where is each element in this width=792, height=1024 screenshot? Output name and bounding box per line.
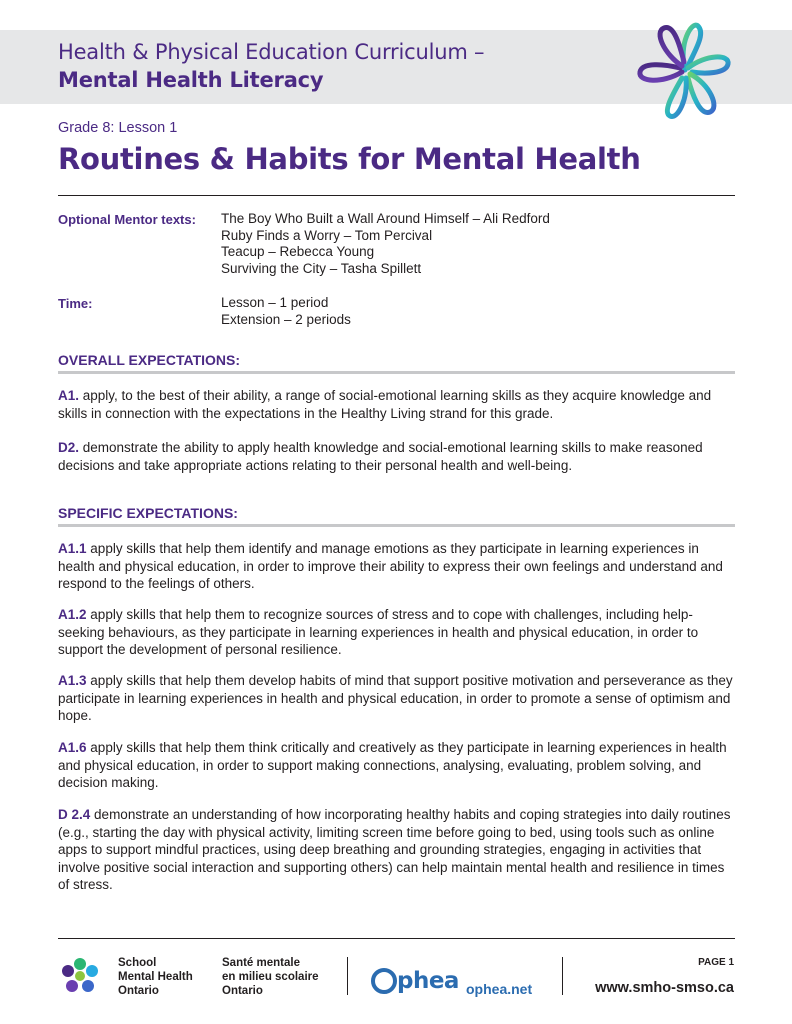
smho-en-line: Ontario (118, 985, 159, 997)
footer-divider (58, 938, 735, 939)
page-number: PAGE 1 (698, 957, 734, 968)
expectation-text: apply, to the best of their ability, a range of social-emotional learning skills as they acquire knowledge and skills in connection with the expectations in the Healthy Living strand for this grade. (58, 388, 712, 421)
footer-separator (562, 957, 563, 995)
expectation-item (58, 739, 738, 792)
time-item: Lesson – 1 period (221, 295, 329, 310)
expectation-text: apply skills that help them to recognize sources of stress and to cope with challenges, including help-seeking behaviours, as they participate in learning experiences in health and physical education, in order to support the development of personal resilience. (58, 607, 699, 658)
expectation-text: apply skills that help them identify and manage emotions as they participate in learning experiences in health and physical education, in order to improve their ability to express their own feelings and understand and respond to the feelings of others. (58, 541, 723, 592)
expectation-code: A1. (58, 388, 80, 403)
smho-flower-small-icon (58, 955, 102, 997)
expectation-item (58, 606, 738, 659)
mentor-text-item: Teacup – Rebecca Young (221, 244, 375, 259)
expectation-code: D 2.4 (58, 807, 91, 822)
time-list (221, 295, 351, 328)
smho-fr-line: en milieu scolaire (222, 971, 319, 983)
expectation-text: apply skills that help them develop habits of mind that support positive motivation and perseverance as they participate in learning experiences in health and physical education, in order to promote a sense of optimism and hope. (58, 673, 733, 724)
grade-lesson-label: Grade 8: Lesson 1 (58, 120, 178, 136)
expectation-code: A1.1 (58, 541, 87, 556)
ophea-wordmark: phea (397, 968, 459, 994)
expectation-item (58, 387, 738, 422)
expectation-item (58, 439, 738, 474)
mentor-text-item: Surviving the City – Tasha Spillett (221, 260, 422, 276)
section-divider (58, 524, 735, 527)
expectation-code: D2. (58, 440, 80, 455)
mentor-texts-label: Optional Mentor texts: (58, 212, 196, 227)
mentor-text-item: The Boy Who Built a Wall Around Himself – Ali Redford (221, 211, 550, 226)
ophea-logo (371, 964, 459, 998)
smho-french-name (222, 956, 319, 998)
section-divider (58, 371, 735, 374)
time-label: Time: (58, 296, 93, 311)
mentor-text-item: Ruby Finds a Worry – Tom Percival (221, 227, 433, 243)
smho-fr-line: Ontario (222, 985, 263, 997)
mentor-texts-list (221, 211, 550, 277)
specific-expectations-heading: SPECIFIC EXPECTATIONS: (58, 505, 238, 521)
curriculum-subtitle: Mental Health Literacy (58, 68, 324, 92)
expectation-code: A1.2 (58, 607, 87, 622)
page-title: Routines & Habits for Mental Health (58, 142, 641, 176)
smho-en-line: School (118, 957, 157, 969)
ophea-o-icon (371, 968, 397, 994)
title-divider (58, 195, 735, 196)
expectation-item (58, 672, 738, 725)
ophea-url[interactable]: ophea.net (466, 981, 533, 997)
expectation-item (58, 806, 738, 894)
website-url[interactable]: www.smho-smso.ca (595, 980, 734, 996)
time-item: Extension – 2 periods (221, 311, 351, 327)
expectation-item (58, 540, 738, 593)
expectation-text: apply skills that help them think critically and creatively as they participate in learning experiences in health and physical education, in order to support making connections, analysing, evaluating, problem solving, and decision making. (58, 740, 727, 791)
overall-expectations-heading: OVERALL EXPECTATIONS: (58, 352, 241, 368)
expectation-code: A1.6 (58, 740, 87, 755)
expectation-text: demonstrate the ability to apply health knowledge and social-emotional learning skills to make reasoned decisions and take appropriate actions relating to their personal health and well-being. (58, 440, 703, 473)
footer-separator (347, 957, 348, 995)
smho-fr-line: Santé mentale (222, 957, 300, 969)
smho-en-line: Mental Health (118, 971, 193, 983)
smho-flower-logo-icon (632, 14, 738, 126)
expectation-text: demonstrate an understanding of how incorporating healthy habits and coping strategies into daily routines (e.g., starting the day with physical activity, limiting screen time before going to bed, using tools such as online apps to support mindful practices, using deep breathing and grounding strategies, engaging in activities that involve positive social interaction and supporting others) can help maintain mental health and resilience in times of stress. (58, 807, 731, 893)
curriculum-title: Health & Physical Education Curriculum – (58, 40, 485, 64)
expectation-code: A1.3 (58, 673, 87, 688)
smho-english-name (118, 956, 193, 998)
